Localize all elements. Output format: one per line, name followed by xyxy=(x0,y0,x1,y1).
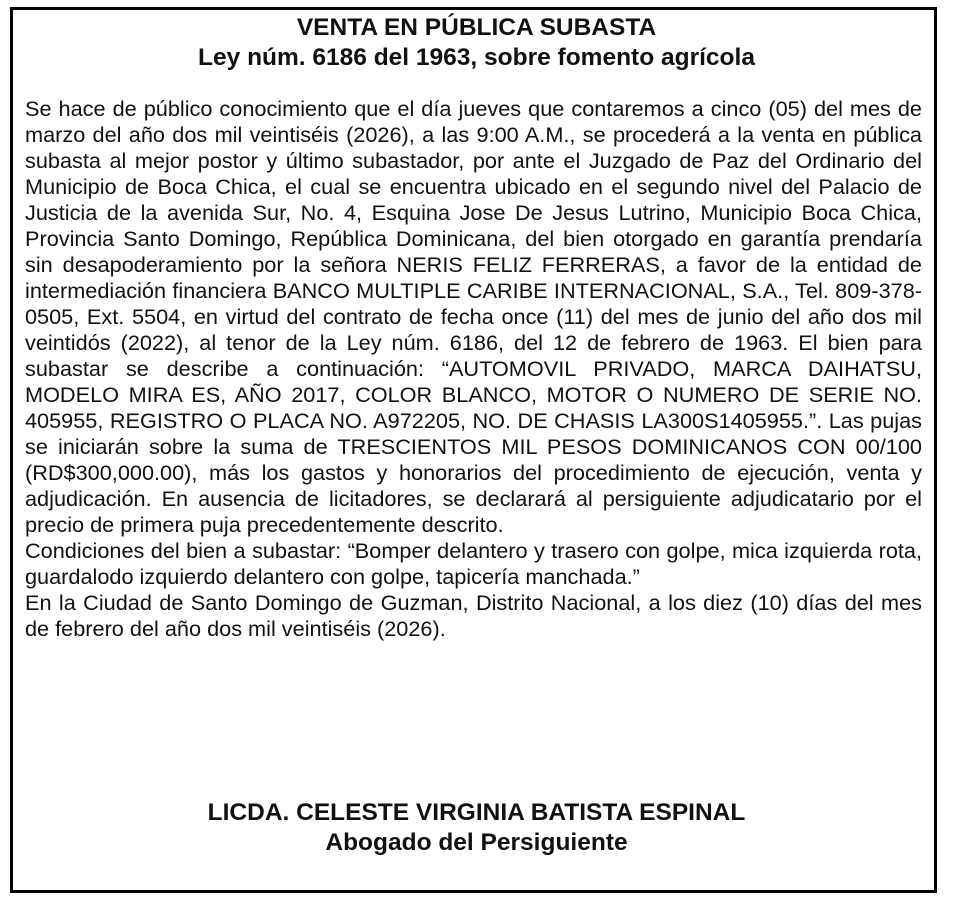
notice-title: VENTA EN PÚBLICA SUBASTA xyxy=(296,14,657,41)
body-paragraph-conditions: Condiciones del bien a subastar: “Bomper delantero y trasero con golpe, mica izquierda rota, guardalodo izquierdo delantero con golpe, tapicería manchada.” xyxy=(25,538,922,589)
signer-name: LICDA. CELESTE VIRGINIA BATISTA ESPINAL xyxy=(207,799,746,826)
signer-role: Abogado del Persiguiente xyxy=(325,829,628,856)
body-paragraph-location-date: En la Ciudad de Santo Domingo de Guzman, Distrito Nacional, a los diez (10) días del mes de febrero del año dos mil veintiséis (2026). xyxy=(25,590,922,641)
notice-body xyxy=(25,96,922,642)
body-paragraph-main: Se hace de público conocimiento que el día jueves que contaremos a cinco (05) del mes de marzo del año dos mil veintiséis (2026), a las 9:00 A.M., se procederá a la venta en pública subasta al mejor postor y último subastador, por ante el Juzgado de Paz del Ordinario del Municipio de Boca Chica, el cual se encuentra ubicado en el segundo nivel del Palacio de Justicia de la avenida Sur, No. 4, Esquina Jose De Jesus Lutrino, Municipio Boca Chica, Provincia Santo Domingo, República Dominicana, del bien otorgado en garantía prendaría sin desapoderamiento por la señora NERIS FELIZ FERRERAS, a favor de la entidad de intermediación financiera BANCO MULTIPLE CARIBE INTERNACIONAL, S.A., Tel. 809-378-0505, Ext. 5504, en virtud del contrato de fecha once (11) del mes de junio del año dos mil veintidós (2022), al tenor de la Ley núm. 6186, del 12 de febrero de 1963. El bien para subastar se describe a continuación: “AUTOMOVIL PRIVADO, MARCA DAIHATSU, MODELO MIRA ES, AÑO 2017, COLOR BLANCO, MOTOR O NUMERO DE SERIE NO. 405955, REGISTRO O PLACA NO. A972205, NO. DE CHASIS LA300S1405955.”. Las pujas se iniciarán sobre la suma de TRESCIENTOS MIL PESOS DOMINICANOS CON 00/100 (RD$300,000.00), más los gastos y honorarios del procedimiento de ejecución, venta y adjudicación. En ausencia de licitadores, se declarará al persiguiente adjudicatario por el precio de primera puja precedentemente descrito. xyxy=(25,96,922,537)
notice-subtitle: Ley núm. 6186 del 1963, sobre fomento agrícola xyxy=(198,44,755,71)
